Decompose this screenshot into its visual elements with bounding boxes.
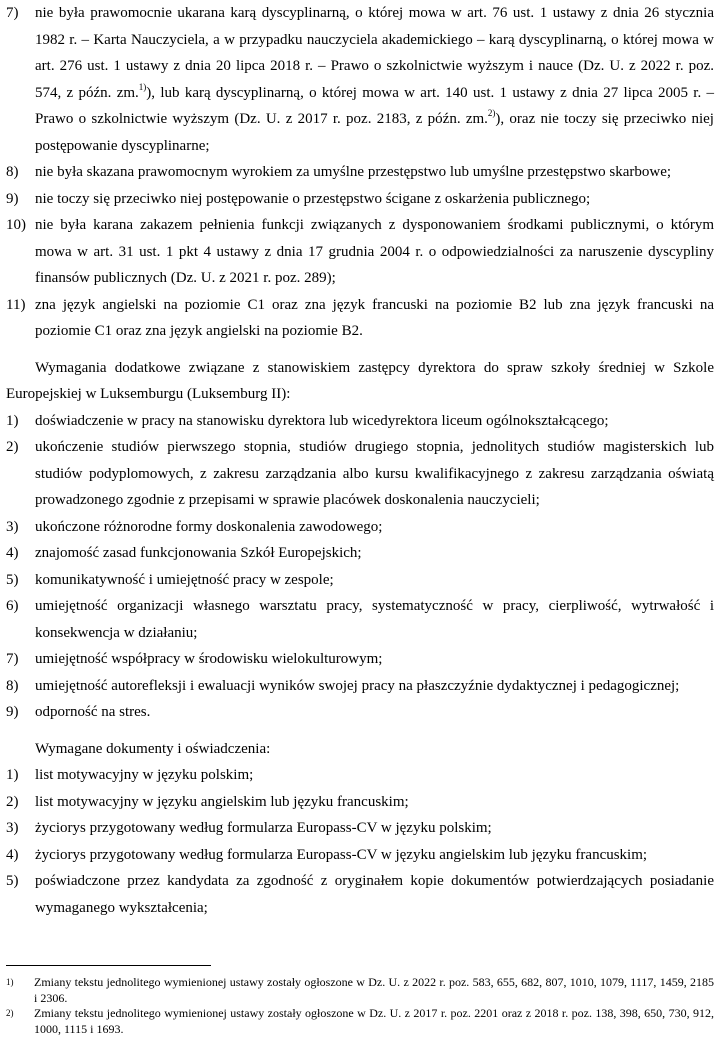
- list-item-number: 7): [6, 5, 19, 21]
- list-item-text: odporność na stres.: [35, 704, 151, 720]
- list-item-number: 5): [6, 873, 19, 889]
- footnote-ref-2: 2): [487, 108, 496, 118]
- list-item-text: ukończone różnorodne formy doskonalenia zawodowego;: [35, 518, 383, 535]
- list-item-text: życiorys przygotowany według formularza Europass-CV w języku angielskim lub języku francuskim;: [35, 846, 648, 863]
- list-item-number: 1): [6, 412, 19, 429]
- footnote-divider: [6, 965, 211, 966]
- footnote-text: Zmiany tekstu jednolitego wymienionej ustawy zostały ogłoszone w Dz. U. z 2017 r. poz. 2201 oraz z 2018 r. poz. 138, 398, 650, 730, 912, 1000, 1115 i 1693.: [34, 1006, 714, 1036]
- list-item-number: 7): [6, 651, 19, 667]
- list-item-number: 3): [6, 518, 19, 535]
- list-item-number: 9): [6, 190, 19, 207]
- list-item-text: komunikatywność i umiejętność pracy w zespole;: [35, 571, 334, 588]
- list-item-number: 1): [6, 767, 19, 783]
- list-item-text: doświadczenie w pracy na stanowisku dyrektora lub wicedyrektora liceum ogólnokształcącego;: [35, 412, 609, 429]
- list-item-number: 9): [6, 704, 19, 720]
- footnote-mark: 2): [6, 1008, 14, 1018]
- list-item: [0, 593, 720, 646]
- list-item: [0, 789, 720, 816]
- list-item-text: nie toczy się przeciwko niej postępowanie o przestępstwo ścigane z oskarżenia publicznego;: [35, 190, 591, 207]
- footnote-2: [0, 1006, 720, 1037]
- list-item-text: nie była skazana prawomocnym wyrokiem za umyślne przestępstwo lub umyślne przestępstwo skarbowe;: [35, 164, 672, 180]
- list-item: [0, 514, 720, 541]
- list-item-text: zna język angielski na poziomie C1 oraz zna język francuski na poziomie B2 lub zna język francuski na poziomie C1 oraz zna język angielski na poziomie B2.: [35, 296, 714, 339]
- list-item: [0, 646, 720, 673]
- list-item: [0, 159, 720, 186]
- list-item-text: umiejętność współpracy w środowisku wielokulturowym;: [35, 651, 383, 667]
- list-item: [0, 186, 720, 213]
- list-item: [0, 673, 720, 700]
- footnote-text: Zmiany tekstu jednolitego wymienionej ustawy zostały ogłoszone w Dz. U. z 2022 r. poz. 583, 655, 682, 807, 1010, 1079, 1117, 1459, 2185 i 2306.: [34, 975, 714, 1005]
- list-item-number: 8): [6, 677, 19, 694]
- list-item-number: 2): [6, 793, 19, 810]
- list-item: [0, 762, 720, 789]
- footnote-1: [0, 975, 720, 1006]
- list-item-number: 4): [6, 545, 19, 561]
- list-item: [0, 408, 720, 435]
- list-item-text: nie była prawomocnie ukarana karą dyscyplinarną, o której mowa w art. 76 ust. 1 ustawy z dnia 26 stycznia 1982 r. – Karta Nauczyciela, a w przypadku nauczyciela akademickiego – karą dyscyplinarną, o której mowa w art. 276 ust. 1 ustawy z dnia 20 lipca 2018 r. – Prawo o szkolnictwie wyższym i nauce (Dz. U. z 2022 r. poz. 574, z późn. zm.: [35, 5, 714, 101]
- list-item-number: 11): [6, 296, 26, 313]
- list-item: [0, 815, 720, 842]
- list-item: [0, 567, 720, 594]
- list-item-text: znajomość zasad funkcjonowania Szkół Europejskich;: [35, 545, 362, 561]
- additional-requirements-intro: Wymagania dodatkowe związane z stanowiskiem zastępcy dyrektora do spraw szkoły średniej w Szkole Europejskiej w Luksemburgu (Luksemburg II):: [6, 359, 714, 402]
- list-item: [0, 212, 720, 292]
- list-item-text: umiejętność autorefleksji i ewaluacji wyników swojej pracy na płaszczyźnie dydaktycznej i pedagogicznej;: [35, 677, 680, 694]
- list-item-text: list motywacyjny w języku polskim;: [35, 767, 254, 783]
- list-item-number: 5): [6, 571, 19, 588]
- list-item-number: 6): [6, 598, 19, 614]
- list-item-number: 4): [6, 846, 19, 863]
- list-item-number: 2): [6, 439, 19, 455]
- list-item: [0, 868, 720, 921]
- list-item-text: poświadczone przez kandydata za zgodność z oryginałem kopie dokumentów potwierdzających posiadanie wymaganego wykształcenia;: [35, 873, 714, 916]
- list-item: [0, 0, 720, 159]
- list-item-text-continued: ), lub karą dyscyplinarną, o której mowa w art. 140 ust. 1 ustawy z dnia 27 lipca 2005 r. – Prawo o szkolnictwie wyższym (Dz. U. z 2017 r. poz. 2183, z późn. zm.: [35, 84, 714, 127]
- list-item-text-end: ), oraz nie toczy się przeciwko niej postępowanie dyscyplinarne;: [35, 111, 714, 154]
- list-item-text: życiorys przygotowany według formularza Europass-CV w języku polskim;: [35, 820, 492, 836]
- list-item-text: umiejętność organizacji własnego warsztatu pracy, systematyczność w pracy, cierpliwość, wytrwałość i konsekwencja w działaniu;: [35, 598, 714, 641]
- list-item-text: nie była karana zakazem pełnienia funkcji związanych z dysponowaniem środkami publicznymi, o którym mowa w art. 31 ust. 1 pkt 4 ustawy z dnia 17 grudnia 2004 r. o odpowiedzialności za naruszenie dyscypliny finansów publicznych (Dz. U. z 2021 r. poz. 289);: [35, 217, 714, 286]
- list-item: [0, 842, 720, 869]
- footnote-ref-1: 1): [138, 81, 147, 92]
- list-item-number: 10): [6, 217, 26, 233]
- list-item-number: 3): [6, 820, 19, 836]
- list-item: [0, 699, 720, 726]
- list-item: [0, 434, 720, 514]
- list-item: [0, 292, 720, 345]
- list-item-number: 8): [6, 164, 19, 180]
- list-item: [0, 540, 720, 567]
- list-item-text: list motywacyjny w języku angielskim lub języku francuskim;: [35, 793, 409, 810]
- list-item-text: ukończenie studiów pierwszego stopnia, studiów drugiego stopnia, jednolitych studiów magisterskich lub studiów podyplomowych, z zakresu zarządzania albo kursu kwalifikacyjnego z zakresu zarządzania oświatą prowadzonego zgodnie z przepisami w sprawie placówek doskonalenia nauczycieli;: [35, 439, 714, 508]
- required-documents-intro: Wymagane dokumenty i oświadczenia:: [35, 740, 271, 757]
- footnote-mark: 1): [6, 977, 14, 987]
